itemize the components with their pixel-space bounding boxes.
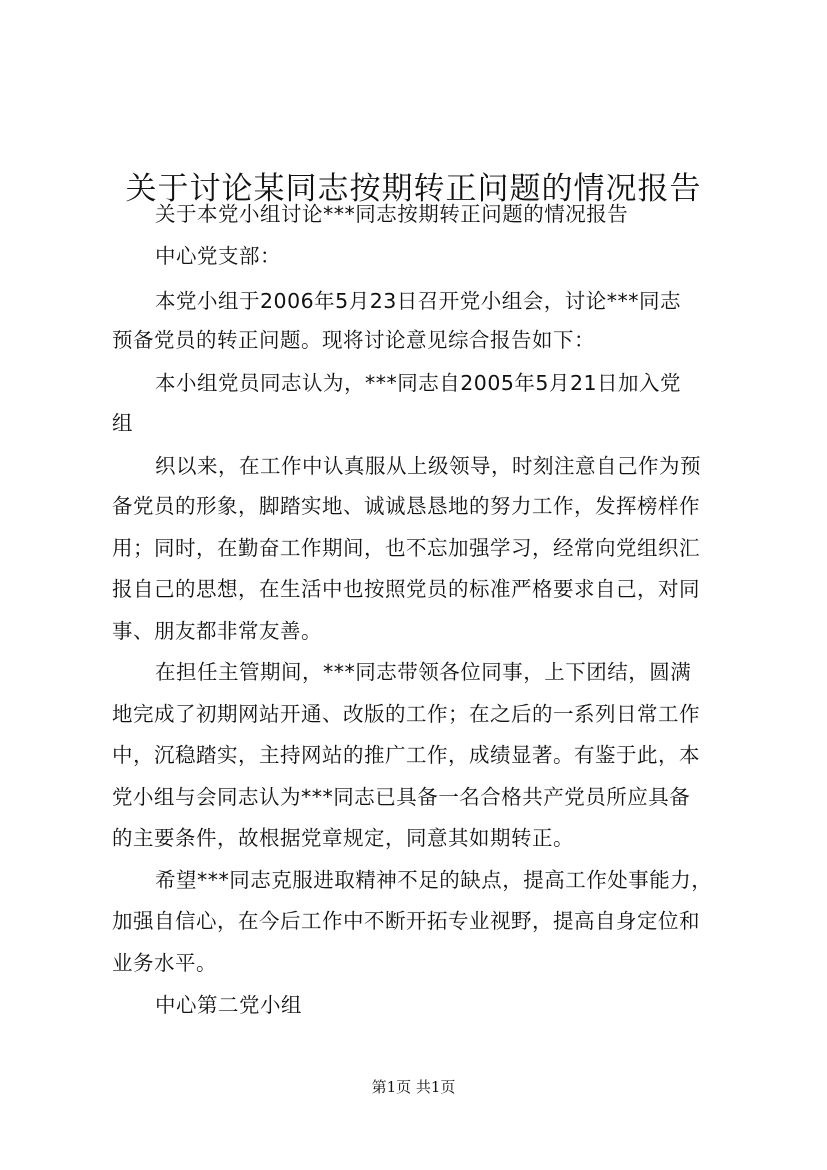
signature-line: 中心第二党小组 bbox=[155, 993, 302, 1017]
body-line: 中，沉稳踏实，主持网站的推广工作，成绩显著。有鉴于此，本 bbox=[112, 743, 700, 767]
body-line: 加强自信心，在今后工作中不断开拓专业视野，提高自身定位和 bbox=[112, 909, 700, 933]
body-line: 织以来，在工作中认真服从上级领导，时刻注意自己作为预 bbox=[155, 454, 701, 478]
body-line: 业务水平。 bbox=[112, 951, 217, 975]
body-line: 事、朋友都非常友善。 bbox=[112, 619, 322, 643]
salutation-line: 中心党支部： bbox=[155, 244, 281, 268]
body-line: 本党小组于2006年5月23日召开党小组会，讨论***同志 bbox=[155, 289, 682, 313]
body-line: 本小组党员同志认为，***同志自2005年5月21日加入党 bbox=[155, 371, 682, 395]
page-number: 第1页 共1页 bbox=[371, 1078, 456, 1096]
body-line: 党小组与会同志认为***同志已具备一名合格共产党员所应具备 bbox=[112, 785, 691, 809]
body-line: 用；同时，在勤奋工作期间，也不忘加强学习，经常向党组织汇 bbox=[112, 536, 700, 560]
body-line: 的主要条件，故根据党章规定，同意其如期转正。 bbox=[112, 826, 574, 850]
body-line: 报自己的思想，在生活中也按照党员的标准严格要求自己，对同 bbox=[112, 577, 700, 601]
body-line: 在担任主管期间，***同志带领各位同事，上下团结，圆满 bbox=[155, 660, 692, 684]
body-line: 预备党员的转正问题。现将讨论意见综合报告如下： bbox=[112, 328, 595, 352]
body-line: 备党员的形象，脚踏实地、诚诚恳恳地的努力工作，发挥榜样作 bbox=[112, 494, 700, 518]
document-title: 关于讨论某同志按期转正问题的情况报告 bbox=[125, 170, 702, 207]
subtitle-line: 关于本党小组讨论***同志按期转正问题的情况报告 bbox=[155, 202, 629, 226]
body-line: 地完成了初期网站开通、改版的工作；在之后的一系列日常工作 bbox=[112, 702, 700, 726]
body-line: 希望***同志克服进取精神不足的缺点，提高工作处事能力， bbox=[155, 868, 713, 892]
body-line: 组 bbox=[112, 411, 133, 435]
